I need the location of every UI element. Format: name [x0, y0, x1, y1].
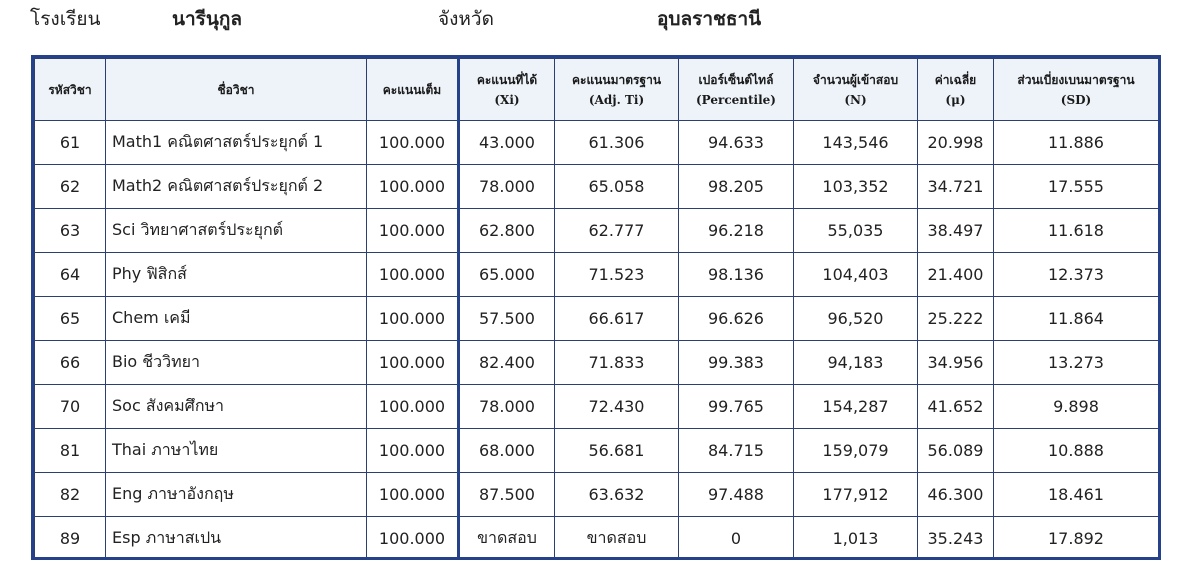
table-cell: 9.898	[994, 385, 1159, 429]
table-cell: 97.488	[679, 473, 794, 517]
table-cell: 71.523	[555, 253, 679, 297]
table-cell: 78.000	[459, 165, 555, 209]
table-row	[35, 297, 1159, 341]
table-cell: 70	[35, 385, 106, 429]
table-cell: 41.652	[918, 385, 994, 429]
table-cell: 12.373	[994, 253, 1159, 297]
table-cell: 100.000	[367, 517, 459, 561]
table-cell: 100.000	[367, 385, 459, 429]
table-cell: Esp ภาษาสเปน	[106, 517, 367, 561]
table-cell: 100.000	[367, 165, 459, 209]
table-cell: 11.618	[994, 209, 1159, 253]
table-cell: 81	[35, 429, 106, 473]
table-cell: Thai ภาษาไทย	[106, 429, 367, 473]
table-cell: 100.000	[367, 473, 459, 517]
column-header	[106, 59, 367, 121]
table-cell: Eng ภาษาอังกฤษ	[106, 473, 367, 517]
table-cell: 87.500	[459, 473, 555, 517]
table-cell: 11.886	[994, 121, 1159, 165]
table-cell: 10.888	[994, 429, 1159, 473]
table-cell: Chem เคมี	[106, 297, 367, 341]
column-header-label: จำนวนผู้เข้าสอบ	[812, 72, 899, 87]
table-cell: ขาดสอบ	[555, 517, 679, 561]
table-cell: 100.000	[367, 121, 459, 165]
table-cell: 61	[35, 121, 106, 165]
score-table-container	[31, 55, 1161, 560]
report-header	[0, 0, 1200, 40]
table-cell: 64	[35, 253, 106, 297]
table-cell: 94.633	[679, 121, 794, 165]
table-cell: Math1 คณิตศาสตร์ประยุกต์ 1	[106, 121, 367, 165]
table-cell: 38.497	[918, 209, 994, 253]
column-header-label: เปอร์เซ็นต์ไทล์	[698, 72, 774, 87]
table-row	[35, 517, 1159, 561]
table-cell: 43.000	[459, 121, 555, 165]
table-cell: 18.461	[994, 473, 1159, 517]
table-cell: 63	[35, 209, 106, 253]
table-cell: 100.000	[367, 253, 459, 297]
table-cell: 17.555	[994, 165, 1159, 209]
table-cell: Sci วิทยาศาสตร์ประยุกต์	[106, 209, 367, 253]
table-cell: 20.998	[918, 121, 994, 165]
table-cell: 100.000	[367, 297, 459, 341]
table-cell: Soc สังคมศึกษา	[106, 385, 367, 429]
table-cell: Math2 คณิตศาสตร์ประยุกต์ 2	[106, 165, 367, 209]
table-cell: 34.956	[918, 341, 994, 385]
table-cell: 62.777	[555, 209, 679, 253]
column-header-unit: (Percentile)	[696, 92, 776, 107]
table-cell: 65	[35, 297, 106, 341]
table-cell: 13.273	[994, 341, 1159, 385]
table-cell: 71.833	[555, 341, 679, 385]
table-cell: 98.136	[679, 253, 794, 297]
table-cell: 25.222	[918, 297, 994, 341]
school-name: นารีนุกูล	[172, 8, 242, 30]
table-cell: 99.765	[679, 385, 794, 429]
table-cell: 103,352	[794, 165, 918, 209]
table-cell: 55,035	[794, 209, 918, 253]
table-cell: 143,546	[794, 121, 918, 165]
table-cell: 34.721	[918, 165, 994, 209]
table-cell: 100.000	[367, 209, 459, 253]
table-header-row	[35, 59, 1159, 121]
table-cell: 35.243	[918, 517, 994, 561]
table-cell: 96.626	[679, 297, 794, 341]
column-header-unit: (μ)	[945, 92, 966, 107]
column-header-label: ชื่อวิชา	[217, 82, 255, 97]
table-cell: 82.400	[459, 341, 555, 385]
column-header-label: คะแนนมาตรฐาน	[571, 72, 662, 87]
table-cell: 56.681	[555, 429, 679, 473]
table-cell: 100.000	[367, 341, 459, 385]
table-cell: 65.058	[555, 165, 679, 209]
table-body	[35, 121, 1159, 561]
column-header	[555, 59, 679, 121]
table-cell: 57.500	[459, 297, 555, 341]
school-label: โรงเรียน	[30, 8, 101, 30]
table-cell: 96.218	[679, 209, 794, 253]
table-cell: 62.800	[459, 209, 555, 253]
column-header	[918, 59, 994, 121]
table-cell: 89	[35, 517, 106, 561]
table-cell: 78.000	[459, 385, 555, 429]
table-cell: 17.892	[994, 517, 1159, 561]
table-row	[35, 429, 1159, 473]
table-cell: 46.300	[918, 473, 994, 517]
table-row	[35, 341, 1159, 385]
column-header	[994, 59, 1159, 121]
table-cell: 66	[35, 341, 106, 385]
column-header-label: คะแนนที่ได้	[476, 72, 538, 87]
table-cell: 1,013	[794, 517, 918, 561]
table-cell: 94,183	[794, 341, 918, 385]
table-cell: 63.632	[555, 473, 679, 517]
table-cell: ขาดสอบ	[459, 517, 555, 561]
table-cell: 99.383	[679, 341, 794, 385]
column-header-label: ค่าเฉลี่ย	[934, 72, 977, 87]
table-cell: 96,520	[794, 297, 918, 341]
table-cell: 104,403	[794, 253, 918, 297]
table-cell: 177,912	[794, 473, 918, 517]
table-cell: 98.205	[679, 165, 794, 209]
table-row	[35, 209, 1159, 253]
column-header	[679, 59, 794, 121]
province-name: อุบลราชธานี	[657, 8, 762, 30]
table-cell: 82	[35, 473, 106, 517]
table-cell: 154,287	[794, 385, 918, 429]
column-header	[35, 59, 106, 121]
table-cell: 159,079	[794, 429, 918, 473]
table-cell: 84.715	[679, 429, 794, 473]
column-header-unit: (SD)	[1060, 92, 1092, 107]
table-cell: 68.000	[459, 429, 555, 473]
table-cell: 0	[679, 517, 794, 561]
table-cell: 11.864	[994, 297, 1159, 341]
column-header-label: ส่วนเบี่ยงเบนมาตรฐาน	[1017, 72, 1135, 87]
table-row	[35, 253, 1159, 297]
table-row	[35, 165, 1159, 209]
table-row	[35, 121, 1159, 165]
table-cell: 61.306	[555, 121, 679, 165]
table-cell: 66.617	[555, 297, 679, 341]
column-header	[459, 59, 555, 121]
province-label: จังหวัด	[438, 8, 494, 30]
column-header	[794, 59, 918, 121]
table-cell: 100.000	[367, 429, 459, 473]
table-cell: 21.400	[918, 253, 994, 297]
table-cell: 62	[35, 165, 106, 209]
table-row	[35, 385, 1159, 429]
table-cell: Phy ฟิสิกส์	[106, 253, 367, 297]
column-header-unit: (Adj. Ti)	[588, 92, 645, 107]
table-cell: Bio ชีววิทยา	[106, 341, 367, 385]
score-table	[34, 58, 1159, 560]
column-header-unit: (N)	[844, 92, 867, 107]
column-header-label: คะแนนเต็ม	[382, 82, 442, 97]
table-cell: 56.089	[918, 429, 994, 473]
table-cell: 65.000	[459, 253, 555, 297]
table-cell: 72.430	[555, 385, 679, 429]
column-header-unit: (Xi)	[494, 92, 520, 107]
table-row	[35, 473, 1159, 517]
column-header-label: รหัสวิชา	[48, 82, 92, 97]
column-header	[367, 59, 459, 121]
